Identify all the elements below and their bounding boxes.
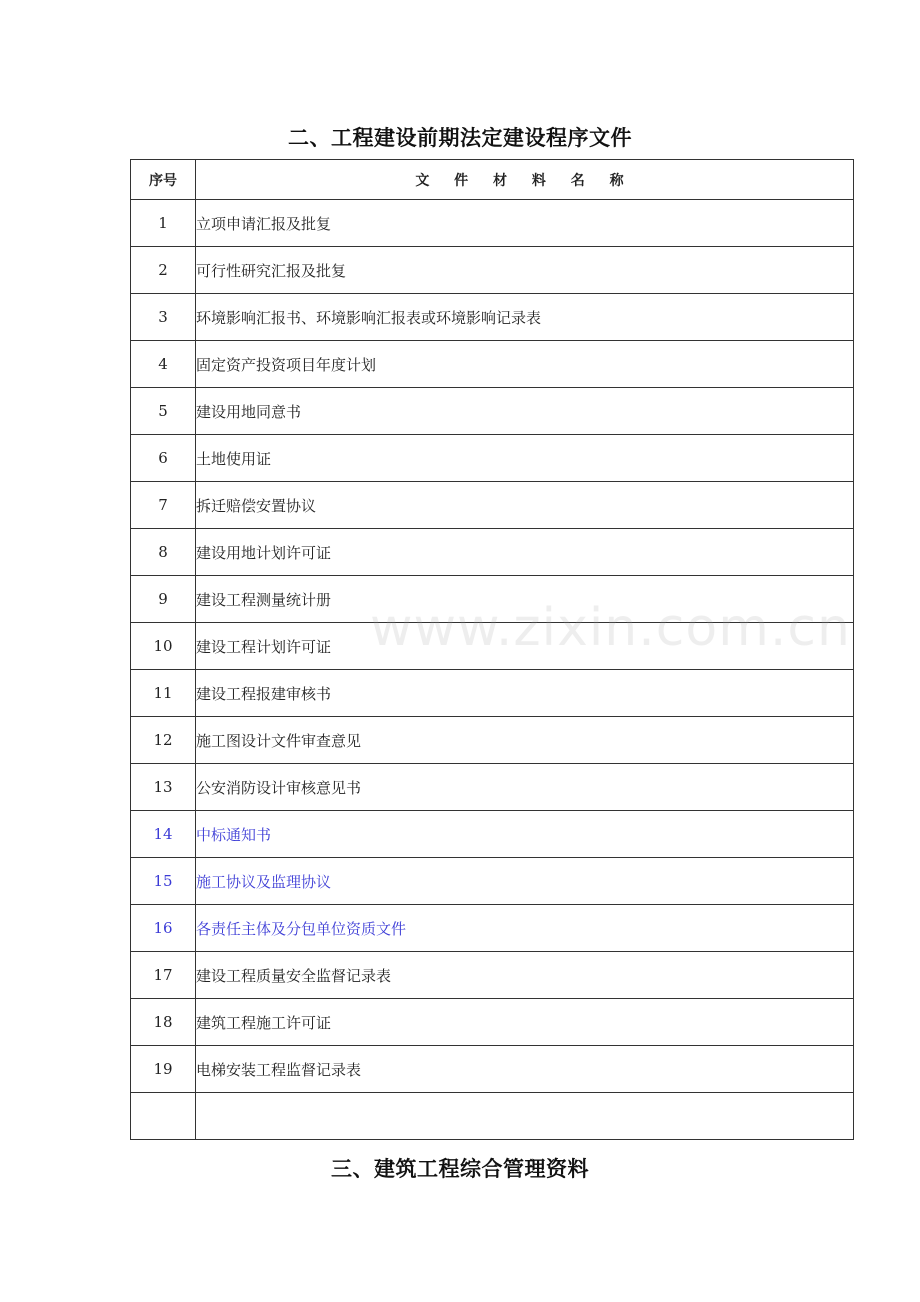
row-document-name: 施工图设计文件审查意见 bbox=[196, 717, 854, 764]
table-row bbox=[131, 717, 854, 764]
row-document-name: 固定资产投资项目年度计划 bbox=[196, 341, 854, 388]
row-number: 16 bbox=[131, 905, 196, 952]
row-document-name: 建设工程报建审核书 bbox=[196, 670, 854, 717]
table-row bbox=[131, 388, 854, 435]
row-number: 19 bbox=[131, 1046, 196, 1093]
row-document-name bbox=[196, 1093, 854, 1140]
row-number: 11 bbox=[131, 670, 196, 717]
row-number: 17 bbox=[131, 952, 196, 999]
row-document-name: 公安消防设计审核意见书 bbox=[196, 764, 854, 811]
row-number: 1 bbox=[131, 200, 196, 247]
table-row-highlighted bbox=[131, 858, 854, 905]
table-row bbox=[131, 623, 854, 670]
row-number: 5 bbox=[131, 388, 196, 435]
table-row-highlighted bbox=[131, 811, 854, 858]
table-row bbox=[131, 952, 854, 999]
row-number bbox=[131, 1093, 196, 1140]
row-number: 18 bbox=[131, 999, 196, 1046]
row-document-name: 建设工程质量安全监督记录表 bbox=[196, 952, 854, 999]
row-document-name: 拆迁赔偿安置协议 bbox=[196, 482, 854, 529]
row-number: 12 bbox=[131, 717, 196, 764]
row-number: 10 bbox=[131, 623, 196, 670]
row-document-name: 土地使用证 bbox=[196, 435, 854, 482]
row-document-name: 建筑工程施工许可证 bbox=[196, 999, 854, 1046]
table-row-empty bbox=[131, 1093, 854, 1140]
table-header-row bbox=[131, 160, 854, 200]
table-row bbox=[131, 247, 854, 294]
table-row bbox=[131, 999, 854, 1046]
table-row bbox=[131, 764, 854, 811]
row-document-name: 电梯安装工程监督记录表 bbox=[196, 1046, 854, 1093]
row-number: 9 bbox=[131, 576, 196, 623]
row-number: 14 bbox=[131, 811, 196, 858]
row-document-name: 建设工程计划许可证 bbox=[196, 623, 854, 670]
table-row bbox=[131, 670, 854, 717]
row-document-name: 建设工程测量统计册 bbox=[196, 576, 854, 623]
document-table bbox=[130, 159, 854, 1140]
row-document-name: 施工协议及监理协议 bbox=[196, 858, 854, 905]
row-number: 7 bbox=[131, 482, 196, 529]
table-row bbox=[131, 200, 854, 247]
table-row bbox=[131, 435, 854, 482]
row-number: 2 bbox=[131, 247, 196, 294]
row-number: 13 bbox=[131, 764, 196, 811]
row-document-name: 各责任主体及分包单位资质文件 bbox=[196, 905, 854, 952]
row-document-name: 环境影响汇报书、环境影响汇报表或环境影响记录表 bbox=[196, 294, 854, 341]
row-document-name: 可行性研究汇报及批复 bbox=[196, 247, 854, 294]
table-row bbox=[131, 341, 854, 388]
row-document-name: 立项申请汇报及批复 bbox=[196, 200, 854, 247]
row-document-name: 中标通知书 bbox=[196, 811, 854, 858]
table-row bbox=[131, 529, 854, 576]
section-3-title: 三、建筑工程综合管理资料 bbox=[331, 1157, 589, 1181]
watermark-text: www.zixin.com.cn bbox=[370, 598, 851, 658]
row-document-name: 建设用地同意书 bbox=[196, 388, 854, 435]
row-number: 4 bbox=[131, 341, 196, 388]
header-document-name: 文 件 材 料 名 称 bbox=[196, 160, 854, 200]
header-serial-number: 序号 bbox=[131, 160, 196, 200]
table-row bbox=[131, 1046, 854, 1093]
row-document-name: 建设用地计划许可证 bbox=[196, 529, 854, 576]
row-number: 8 bbox=[131, 529, 196, 576]
row-number: 15 bbox=[131, 858, 196, 905]
section-2-title: 二、工程建设前期法定建设程序文件 bbox=[288, 126, 632, 150]
table-row bbox=[131, 576, 854, 623]
table-row bbox=[131, 482, 854, 529]
table-row-highlighted bbox=[131, 905, 854, 952]
table-row bbox=[131, 294, 854, 341]
row-number: 6 bbox=[131, 435, 196, 482]
row-number: 3 bbox=[131, 294, 196, 341]
